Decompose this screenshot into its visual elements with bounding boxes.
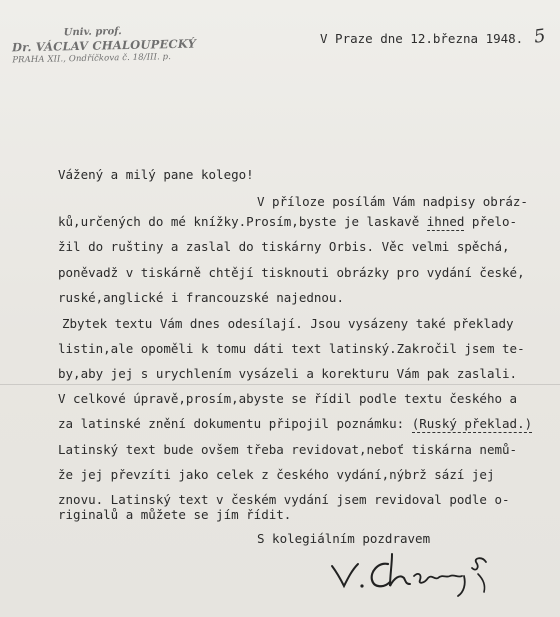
letterhead-title: Univ. prof. bbox=[63, 26, 122, 39]
body-line-2: ků,určených do mé knížky.Prosím,byste je laskavě ihned přelo- bbox=[58, 214, 518, 229]
closing: S kolegiálním pozdravem bbox=[257, 531, 431, 546]
underlined-phrase: (Ruský překlad.) bbox=[411, 416, 533, 431]
body-line-4: poněvadž v tiskárně chtějí tisknouti obrázky pro vydání české, bbox=[58, 265, 525, 280]
body-line-6: Zbytek textu Vám dnes odesílají. Jsou vysázeny také překlady bbox=[62, 316, 514, 331]
body-line-3: žil do ruštiny a zaslal do tiskárny Orbis. Věc velmi spěchá, bbox=[58, 239, 510, 254]
body-line-5: ruské,anglické i francouzské najednou. bbox=[58, 290, 344, 305]
body-line-9: V celkové úpravě,prosím,abyste se řídil podle textu českého a bbox=[58, 391, 518, 406]
paper-fold bbox=[0, 384, 560, 385]
body-line-1: V příloze posílám Vám nadpisy obráz- bbox=[257, 194, 528, 209]
body-line-10: za latinské znění dokumentu připojil poznámku: (Ruský překlad.) bbox=[58, 416, 533, 431]
salutation: Vážený a milý pane kolego! bbox=[58, 167, 254, 182]
underlined-word: ihned bbox=[426, 214, 465, 229]
letterhead-name: Dr. VÁCLAV CHALOUPECKÝ bbox=[11, 36, 197, 55]
body-line-11: Latinský text bude ovšem třeba revidovat,neboť tiskárna nemů- bbox=[58, 442, 518, 457]
letterhead-stamp bbox=[12, 24, 243, 67]
body-line-7: listin,ale opoměli k tomu dáti text latinský.Zakročil jsem te- bbox=[58, 341, 525, 356]
body-line-13: znovu. Latinský text v českém vydání jsem revidoval podle o- bbox=[58, 492, 510, 507]
body-line-12: že jej převzíti jako celek z českého vydání,nýbrž sází jej bbox=[58, 467, 495, 482]
body-line-8: by,aby jej s urychlením vysázeli a korekturu Vám pak zaslali. bbox=[58, 366, 518, 381]
dateline: V Praze dne 12.března 1948. bbox=[320, 31, 524, 46]
handwritten-signature bbox=[326, 548, 506, 598]
letterhead-address: PRAHA XII., Ondříčkova č. 18/III. p. bbox=[12, 52, 172, 66]
page-number-mark: 5 bbox=[532, 25, 547, 48]
body-line-14: riginalů a můžete se jím řídit. bbox=[58, 507, 292, 522]
